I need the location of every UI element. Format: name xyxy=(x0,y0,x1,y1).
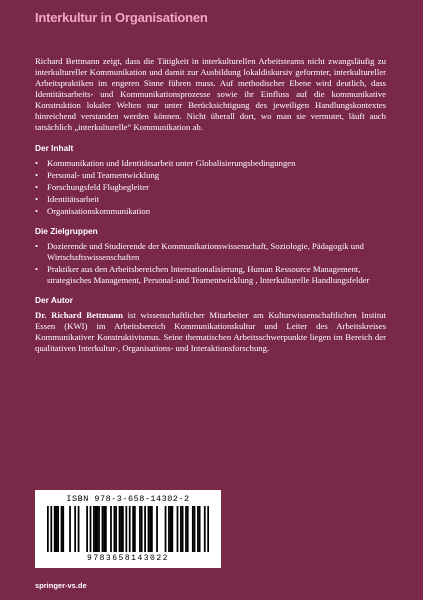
bullet-icon: • xyxy=(35,206,39,216)
list-item xyxy=(35,194,386,205)
book-title: Interkultur in Organisationen xyxy=(35,10,208,25)
publisher-website: springer-vs.de xyxy=(35,581,87,590)
barcode-label xyxy=(35,490,221,568)
bullet-icon: • xyxy=(35,170,39,180)
list-item xyxy=(35,264,386,286)
bullet-icon: • xyxy=(35,241,39,251)
author-bio: ist wissenschaftlicher Mitarbeiter am Kulturwissenschaftlichen Institut Essen (KWI) im Arbeitsbereich Kommunikationskultur und Leiter des Arbeitskreises Kommunikativer Konstruktivismus. Seine thematischen Arbeitsschwerpunkte liegen im Bereich der qualitativen Interkultur-, Organisations- und Interaktionsforschung. xyxy=(35,310,387,353)
list-item-text: Organisationskommunikation xyxy=(47,206,151,216)
list-item xyxy=(35,182,386,193)
list-item-text: Praktiker aus den Arbeitsbereichen Internationalisierung, Human Ressource Management, strategisches Management, Personal-und Teamentwicklung , Interkulturelle Handlungsfelder xyxy=(47,264,370,285)
bullet-icon: • xyxy=(35,194,39,204)
list-item-text: Personal- und Teamentwicklung xyxy=(47,170,160,180)
list-item-text: Forschungsfeld Flugbegleiter xyxy=(47,182,150,192)
barcode-number: 9783658143022 xyxy=(87,554,169,563)
list-item xyxy=(35,241,386,263)
list-item-text: Dozierende und Studierende der Kommunikationswissenschaft, Soziologie, Pädagogik und Wirtschaftswissenschaften xyxy=(47,241,364,262)
list-item xyxy=(35,158,386,169)
barcode-icon xyxy=(47,506,209,552)
list-item xyxy=(35,206,386,217)
list-item xyxy=(35,170,386,181)
bullet-icon: • xyxy=(35,182,39,192)
author-name: Dr. Richard Bettmann xyxy=(35,310,123,320)
list-item-text: Identitätsarbeit xyxy=(47,194,100,204)
bullet-icon: • xyxy=(35,264,39,274)
author-heading: Der Autor xyxy=(35,295,73,305)
bullet-icon: • xyxy=(35,158,39,168)
contents-heading: Der Inhalt xyxy=(35,143,74,153)
back-cover-text xyxy=(35,56,386,354)
author-paragraph xyxy=(35,310,386,354)
contents-list xyxy=(35,158,386,217)
isbn-text: ISBN 978-3-658-14302-2 xyxy=(66,494,190,504)
audience-heading: Die Zielgruppen xyxy=(35,226,98,236)
audience-list xyxy=(35,241,386,286)
list-item-text: Kommunikation und Identitätsarbeit unter Globalisierungsbedingungen xyxy=(47,158,296,168)
intro-paragraph: Richard Bettmann zeigt, dass die Tätigkeit in interkulturellen Arbeitsteams nicht zwangsläufig zu interkultureller Kommunikation und damit zur Ausbildung lokaldiskursiv geformter, interkultureller Arbeitspraktiken im engeren Sinne führen muss. Auf methodischer Ebene wird deutlich, dass Identitätsarbeits- und Kommunikationsprozesse sowie ihr Einfluss auf die kommunikative Konstruktion lokaler Welten nur unter Berücksichtigung des jeweiligen Handlungskontextes hinreichend verstanden werden können. Nicht überall dort, wo man sie vermutet, läuft auch tatsächlich „interkulturelle“ Kommunikation ab. xyxy=(35,56,386,132)
